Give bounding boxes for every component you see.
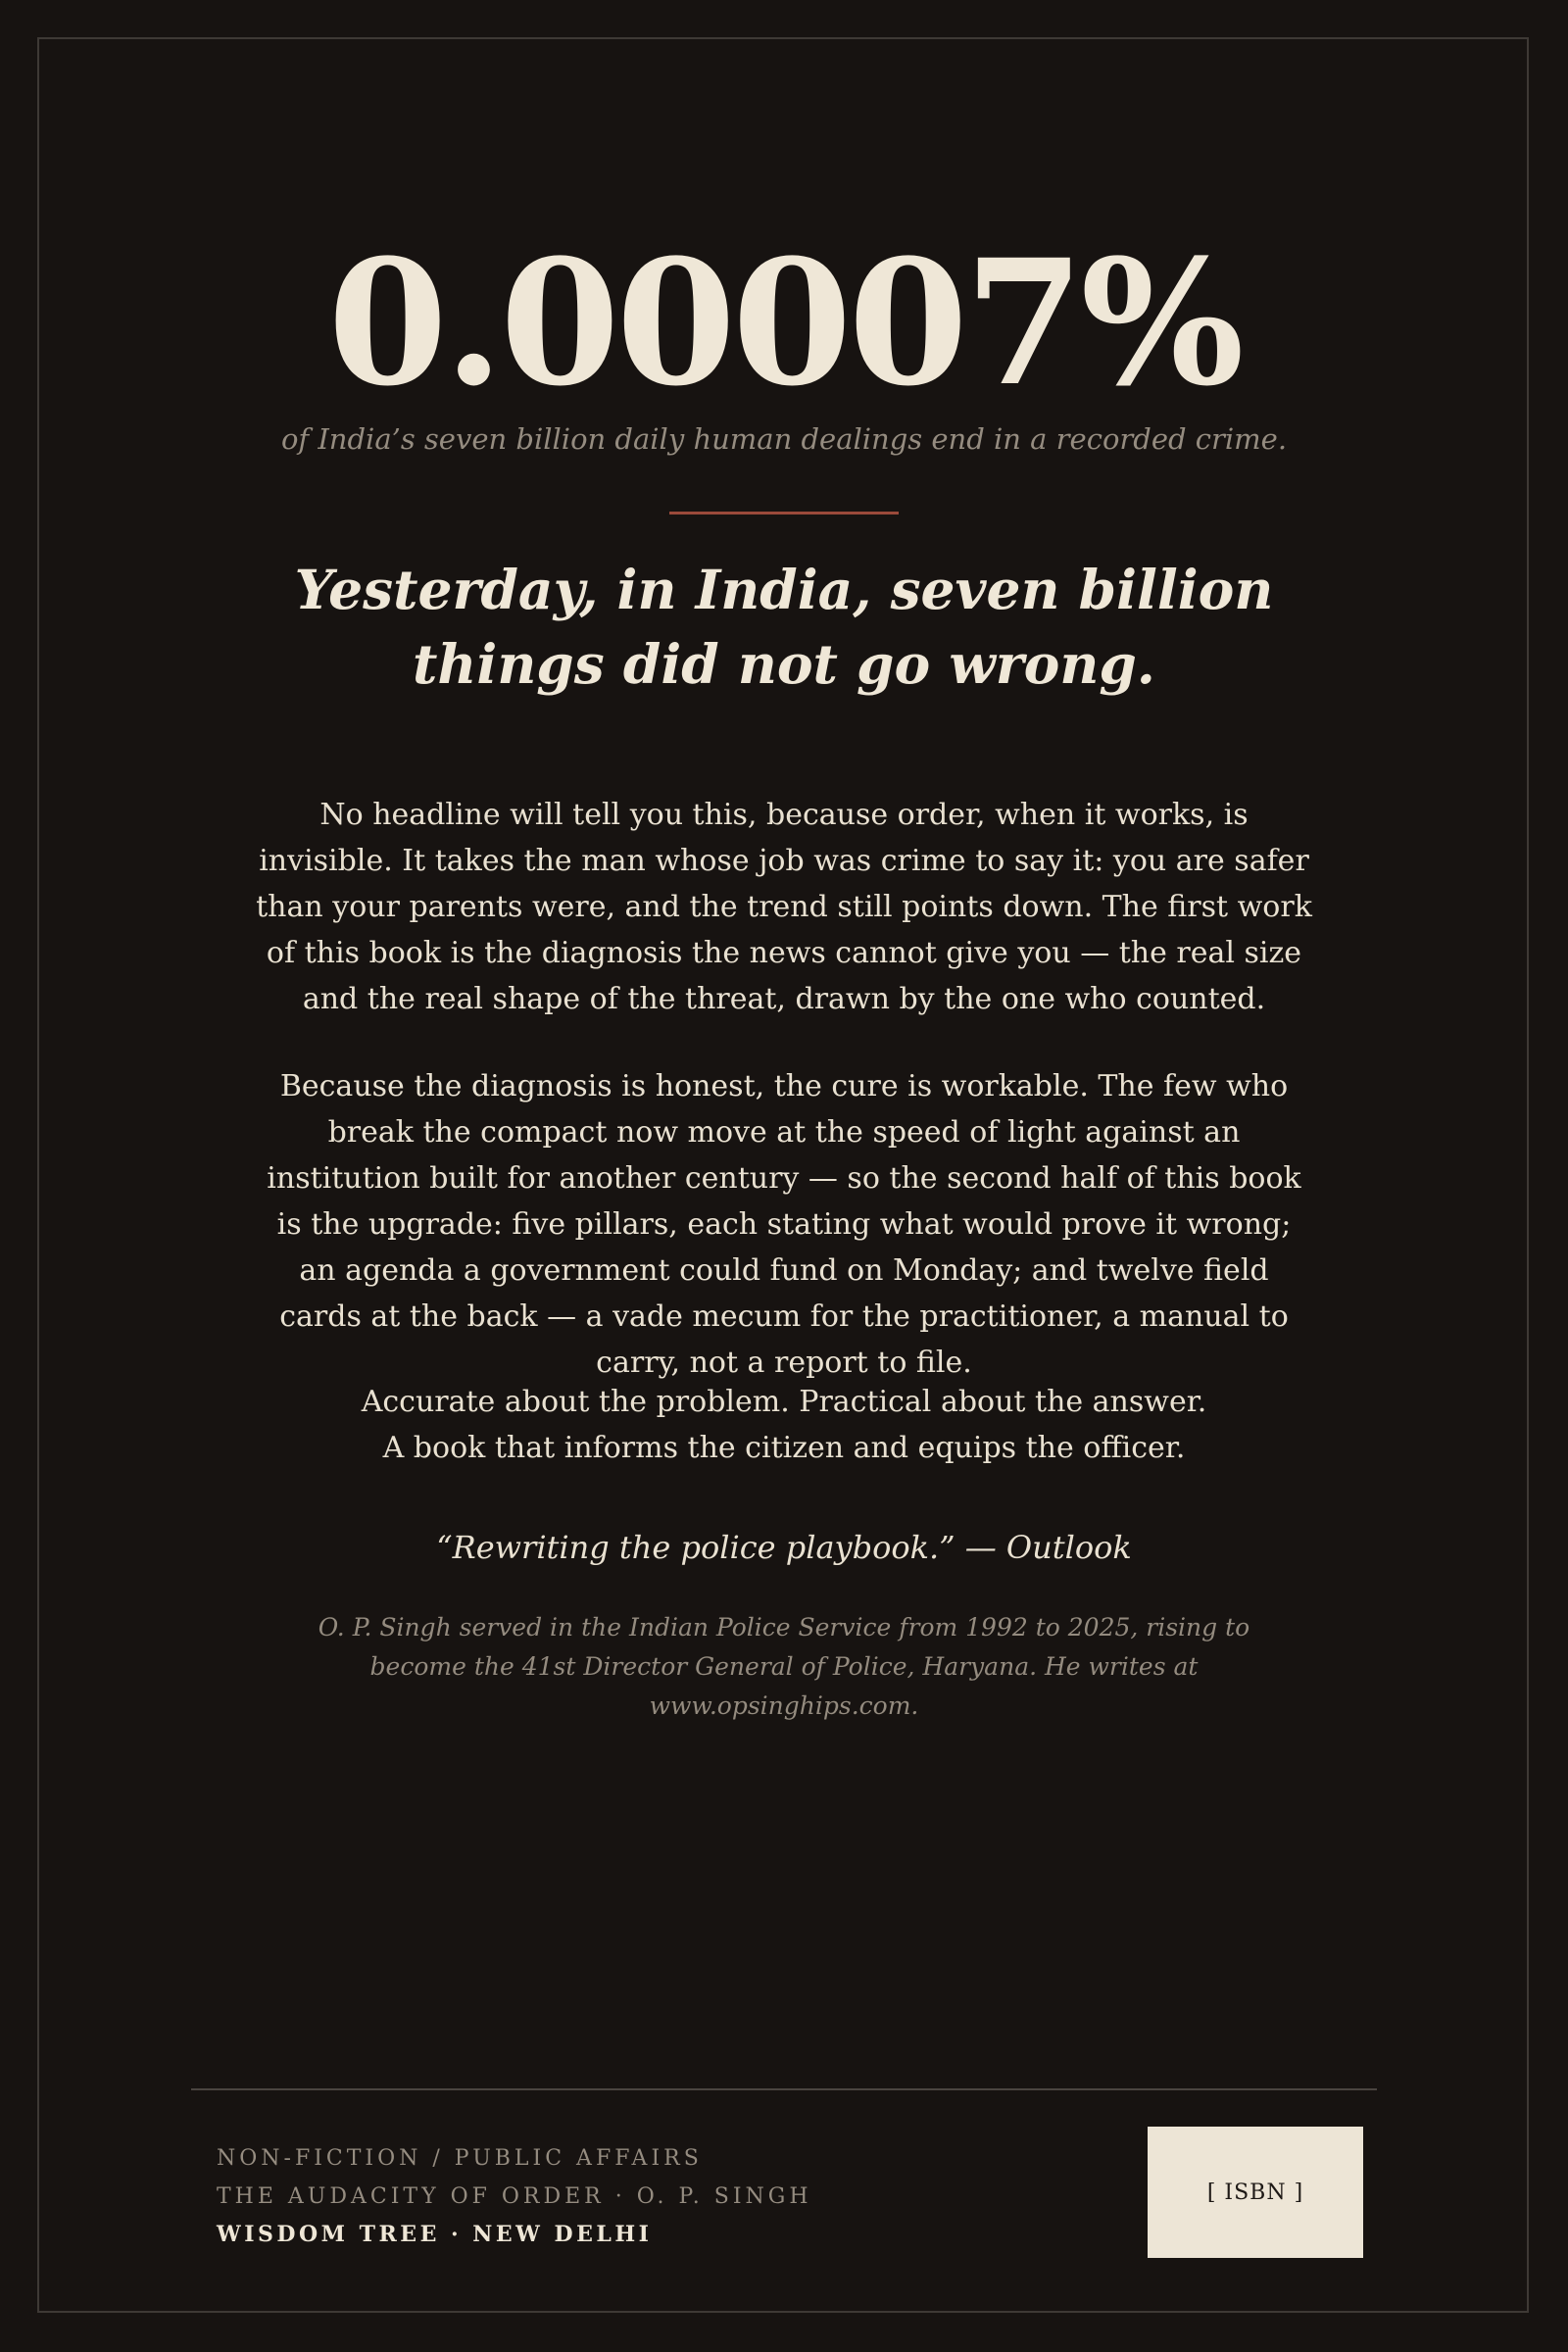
body-paragraph-3-line-2: A book that informs the citizen and equips the officer.	[382, 1431, 1186, 1465]
footer-divider	[191, 2088, 1377, 2090]
headline-statistic: 0.00007%	[327, 221, 1241, 424]
press-quote: “Rewriting the police playbook.” — Outlook	[436, 1529, 1132, 1566]
body-paragraph-1: No headline will tell you this, because order, when it works, is invisible. It takes the man whose job was crime to say it: you are safer than your parents were, and the trend still points down. The first work of this book is the diagnosis the news cannot give you — the real size and the real shape of the threat, drawn by the one who counted.	[256, 798, 1312, 1016]
footer-publisher: WISDOM TREE · NEW DELHI	[217, 2222, 653, 2247]
body-paragraph-3-line-1: Accurate about the problem. Practical about the answer.	[361, 1385, 1207, 1419]
footer-text	[217, 2139, 812, 2254]
isbn-placeholder: [ ISBN ]	[1148, 2127, 1363, 2258]
headline	[196, 553, 1372, 702]
accent-divider	[669, 512, 899, 514]
body-paragraph-3	[255, 1379, 1313, 1471]
footer-category: NON-FICTION / PUBLIC AFFAIRS	[217, 2146, 703, 2171]
footer-title-author: THE AUDACITY OF ORDER · O. P. SINGH	[217, 2184, 812, 2209]
body-paragraph-2: Because the diagnosis is honest, the cure is workable. The few who break the compact now move at the speed of light against an institution built for another century — so the second half of this book is the upgrade: five pillars, each stating what would prove it wrong; an agenda a government could fund on Monday; and twelve field cards at the back — a vade mecum for the practitioner, a manual to carry, not a report to file.	[267, 1069, 1301, 1380]
headline-line-2: things did not go wrong.	[413, 632, 1155, 696]
headline-line-1: Yesterday, in India, seven billion	[294, 558, 1274, 621]
statistic-caption: of India’s seven billion daily human dealings end in a recorded crime.	[280, 422, 1288, 456]
author-bio: O. P. Singh served in the Indian Police Service from 1992 to 2025, rising to become the 41st Director General of Police, Haryana. He writes at www.opsinghips.com.	[318, 1613, 1250, 1720]
